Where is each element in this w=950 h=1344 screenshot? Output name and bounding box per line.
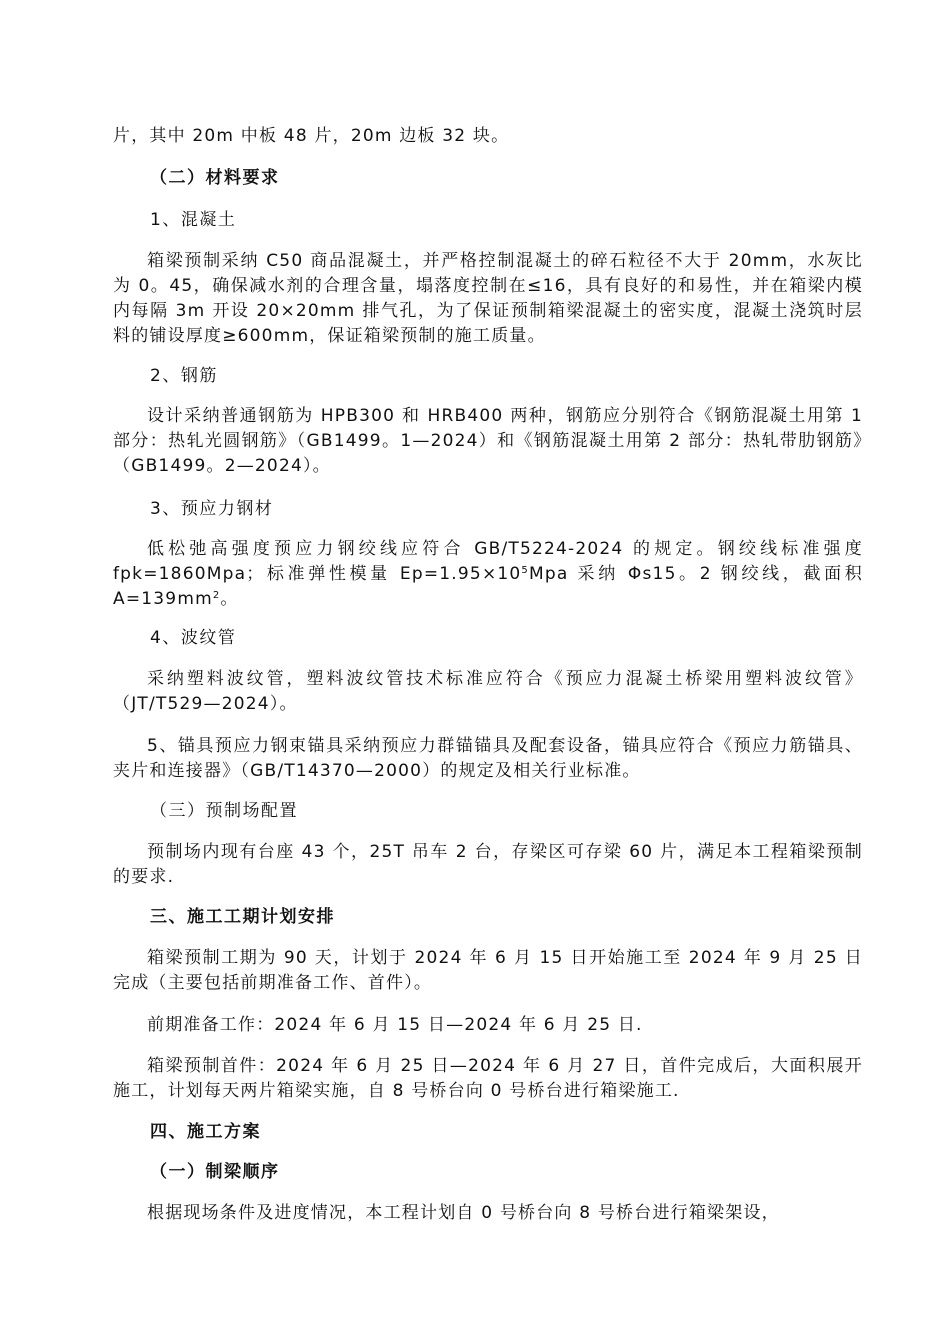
- subheading-rebar: 2、钢筋: [150, 366, 218, 386]
- prestress-superscript-area: 2: [212, 590, 221, 601]
- order-paragraph: 根据现场条件及进度情况，本工程计划自 0 号桥台向 8 号桥台进行箱梁架设，: [147, 1203, 780, 1223]
- subheading-duct: 4、波纹管: [150, 628, 237, 648]
- first-piece-paragraph: 箱梁预制首件：2024 年 6 月 25 日—2024 年 6 月 27 日，首件完成后，大面积展开施工，计划每天两片箱梁实施，自 8 号桥台向 0 号桥台进行箱梁施工.: [113, 1056, 863, 1101]
- duct-paragraph: 采纳塑料波纹管，塑料波纹管技术标准应符合《预应力混凝土桥梁用塑料波纹管》（JT/T529—2024）。: [113, 669, 863, 714]
- subheading-prestress: 3、预应力钢材: [150, 499, 274, 519]
- prestress-paragraph: [113, 537, 863, 612]
- chapter-heading-schedule: 三、施工工期计划安排: [150, 907, 335, 927]
- intro-paragraph: 片，其中 20m 中板 48 片，20m 边板 32 块。: [113, 126, 510, 146]
- schedule-paragraph: 箱梁预制工期为 90 天，计划于 2024 年 6 月 15 日开始施工至 2024 年 9 月 25 日完成（主要包括前期准备工作、首件）。: [113, 948, 863, 993]
- prestress-text-a: 低松弛高强度预应力钢绞线应符合 GB/T5224-2024 的规定。钢绞线标准强度 fpk=1860Mpa；标准弹性模量 Ep=1.95×10: [113, 539, 863, 584]
- anchor-paragraph: 5、锚具预应力钢束锚具采纳预应力群锚锚具及配套设备，锚具应符合《预应力筋锚具、夹片和连接器》（GB/T14370—2000）的规定及相关行业标准。: [113, 736, 863, 781]
- section-heading-materials: （二）材料要求: [150, 168, 280, 188]
- prestress-text-b: Mpa 采纳 Φs15。2 钢绞线，截面积 A=139mm: [113, 564, 863, 609]
- subheading-concrete: 1、混凝土: [150, 210, 237, 230]
- rebar-paragraph: 设计采纳普通钢筋为 HPB300 和 HRB400 两种，钢筋应分别符合《钢筋混凝土用第 1 部分：热轧光圆钢筋》（GB1499。1—2024）和《钢筋混凝土用第 2 部分：热轧带肋钢筋》（GB1499。2—2024）。: [113, 406, 863, 476]
- section-heading-yard: （三）预制场配置: [150, 801, 298, 821]
- section-heading-order: （一）制梁顺序: [150, 1162, 280, 1182]
- yard-paragraph: 预制场内现有台座 43 个，25T 吊车 2 台，存梁区可存梁 60 片，满足本工程箱梁预制的要求.: [113, 842, 863, 887]
- chapter-heading-plan: 四、施工方案: [150, 1122, 261, 1142]
- concrete-paragraph: 箱梁预制采纳 C50 商品混凝土，并严格控制混凝土的碎石粒径不大于 20mm，水灰比为 0。45，确保减水剂的合理含量，塌落度控制在≤16，具有良好的和易性，并在箱梁内模内每隔 3m 开设 20×20mm 排气孔，为了保证预制箱梁混凝土的密实度，混凝土浇筑时层料的铺设厚度≥600mm，保证箱梁预制的施工质量。: [113, 251, 863, 346]
- prestress-text-c: 。: [220, 589, 239, 609]
- prep-paragraph: 前期准备工作：2024 年 6 月 15 日—2024 年 6 月 25 日.: [147, 1015, 643, 1035]
- prestress-superscript-exp: 5: [521, 565, 529, 576]
